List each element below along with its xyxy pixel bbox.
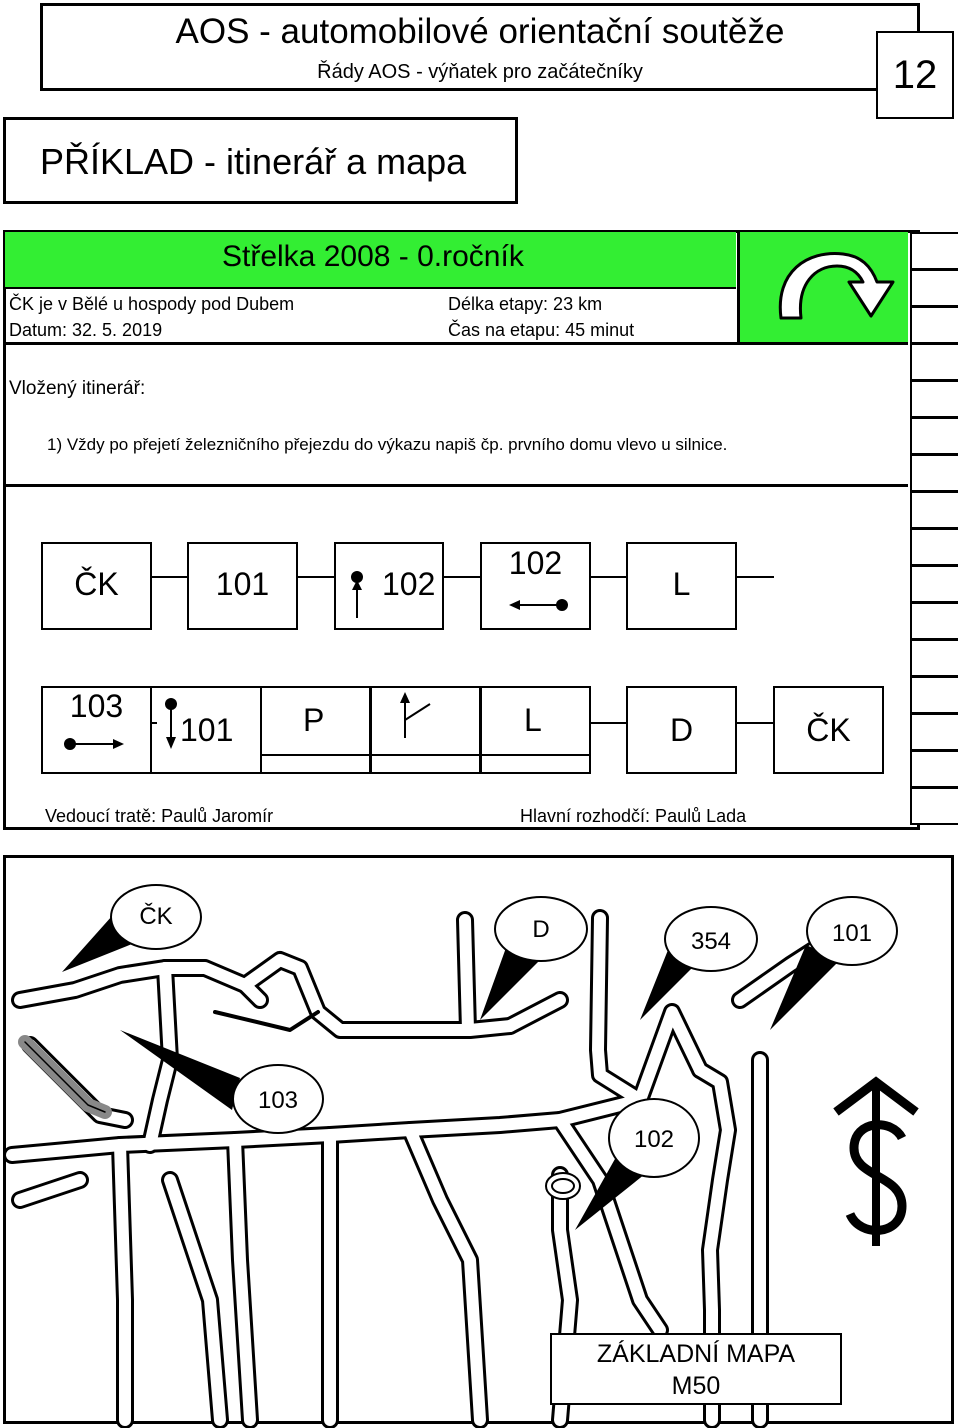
itinerary-box-6-label: 103 [69, 688, 124, 724]
itinerary-box-12-label: ČK [806, 712, 851, 748]
inserted-itinerary-label: Vložený itinerář: [9, 378, 146, 399]
inserted-itinerary-rule: 1) Vždy po přejetí železničního přejezdu do výkazu napiš čp. prvního domu vlevo u silnice. [47, 435, 728, 454]
header-subtitle: Řády AOS - výňatek pro začátečníky [317, 61, 643, 83]
itinerary-box-10-label: L [524, 702, 542, 738]
map-legend-line2: M50 [671, 1372, 721, 1400]
callout-102-label: 102 [633, 1126, 675, 1153]
stage-length: Délka etapy: 23 km [448, 294, 603, 314]
stage-date: Datum: 32. 5. 2019 [9, 320, 163, 340]
callout-ck-label: ČK [139, 903, 173, 930]
course-leader: Vedoucí tratě: Paulů Jaromír [45, 806, 274, 826]
chief-judge: Hlavní rozhodčí: Paulů Lada [520, 806, 747, 826]
page-number: 12 [892, 53, 938, 97]
map-legend-line1: ZÁKLADNÍ MAPA [596, 1340, 796, 1368]
north-arrow-icon [832, 1078, 922, 1248]
callout-d-label: D [532, 916, 550, 943]
itinerary-box-4-label: 102 [508, 545, 563, 581]
callout-354-label: 354 [690, 928, 732, 955]
itinerary-box-1-label: ČK [74, 566, 119, 602]
itinerary-box-3-label: 102 [382, 566, 436, 602]
itinerary-box-8-label: P [303, 702, 325, 738]
stage-time: Čas na etapu: 45 minut [448, 320, 635, 340]
header-title: AOS - automobilové orientační soutěže [175, 12, 785, 51]
section-title: PŘÍKLAD - itinerář a mapa [40, 141, 467, 182]
stage-name: Střelka 2008 - 0.ročník [222, 240, 524, 273]
itinerary-box-5-label: L [672, 566, 691, 602]
itinerary-box-7-label: 101 [180, 712, 234, 748]
callout-101-label: 101 [831, 920, 873, 947]
itinerary-box-2-label: 101 [215, 566, 270, 602]
stage-start-info: ČK je v Bělé u hospody pod Dubem [9, 294, 295, 314]
callout-103-label: 103 [257, 1087, 299, 1114]
itinerary-box-11-label: D [669, 712, 694, 748]
